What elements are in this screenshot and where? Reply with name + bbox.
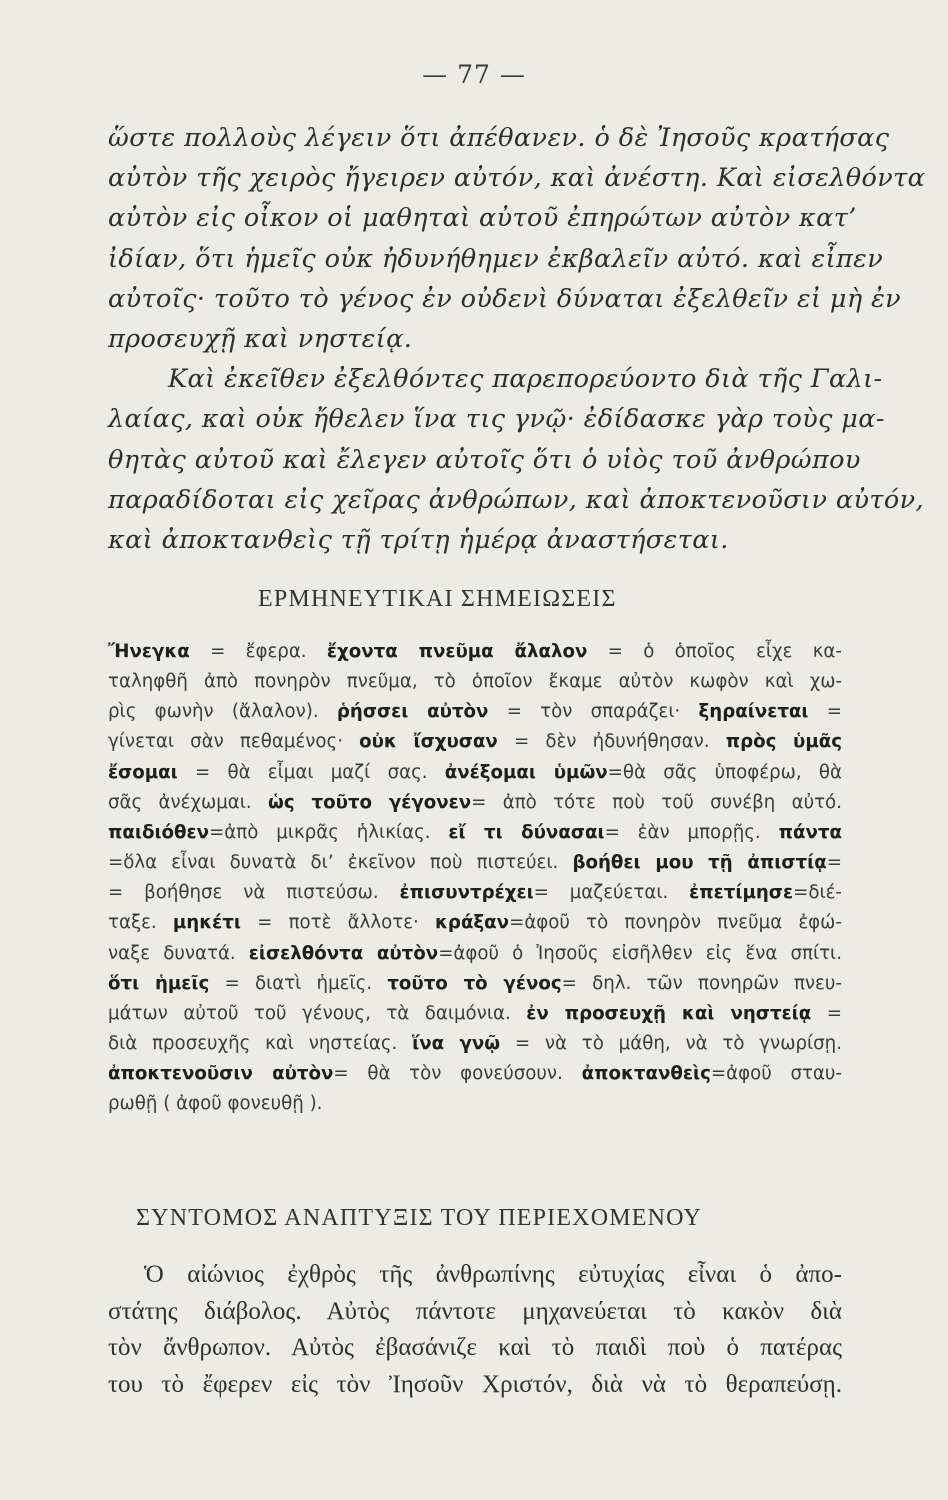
note-gloss: =ὅλα εἶναι δυνατὰ δι’ ἐκεῖνον ποὺ πιστεύει. — [108, 852, 559, 874]
note-term: ὅτι ἡμεῖς — [108, 972, 210, 994]
notes-line — [108, 788, 842, 818]
text-line: Καὶ ἐκεῖθεν ἐξελθόντες παρεπορεύοντο διὰ τῆς Γαλι- — [168, 364, 883, 395]
note-gloss: = — [826, 701, 842, 723]
text-line: θητὰς αὐτοῦ καὶ ἔλεγεν αὐτοῖς ὅτι ὁ υἱὸς τοῦ ἀνθρώπου — [108, 444, 861, 475]
note-gloss: = διατὶ ἡμεῖς. — [224, 972, 373, 994]
notes-line — [108, 727, 842, 757]
note-term: κράξαν — [435, 912, 510, 934]
note-gloss: ρὶς φωνὴν (ἄλαλον). — [108, 701, 319, 723]
note-gloss: = — [826, 852, 842, 874]
note-term: τοῦτο τὸ γένος — [387, 972, 562, 994]
explanatory-notes — [108, 637, 842, 1120]
note-gloss: =διέ- — [793, 882, 842, 904]
note-term: οὐκ ἴσχυσαν — [359, 731, 498, 753]
note-gloss: ταξε. — [108, 912, 157, 934]
note-gloss: = ἐὰν μπορῇς. — [604, 821, 761, 843]
notes-line: ταληφθῆ ἀπὸ πονηρὸν πνεῦμα, τὸ ὁποῖον ἔκαμε αὐτὸν κωφὸν καὶ χω- — [108, 671, 842, 693]
summary-heading: ΣΥΝΤΟΜΟΣ ΑΝΑΠΤΥΞΙΣ ΤΟΥ ΠΕΡΙΕΧΟΜΕΝΟΥ — [136, 1205, 703, 1231]
note-term: ῥήσσει αὐτὸν — [336, 701, 489, 723]
note-gloss: = ἔφερα. — [210, 641, 307, 662]
note-term: μηκέτι — [172, 912, 241, 934]
note-gloss: = δηλ. τῶν πονηρῶν πνευ- — [561, 972, 842, 994]
note-term: ἀνέξομαι ὑμῶν — [444, 761, 608, 783]
note-term: ἀποκτενοῦσιν αὐτὸν — [108, 1063, 334, 1085]
note-term: ἐπετίμησε — [689, 882, 794, 904]
text-line: καὶ ἀποκτανθεὶς τῇ τρίτῃ ἡμέρᾳ ἀναστήσεται. — [108, 525, 729, 556]
note-gloss: = ποτὲ ἄλλοτε· — [257, 912, 419, 934]
note-term: ὡς τοῦτο γέγονεν — [268, 791, 472, 813]
text-line: αὐτὸν τῆς χειρὸς ἤγειρεν αὐτόν, καὶ ἀνέστη. Καὶ εἰσελθόντα — [108, 163, 926, 194]
text-line: παραδίδοται εἰς χεῖρας ἀνθρώπων, καὶ ἀποκτενοῦσιν αὐτόν, — [108, 484, 925, 515]
note-gloss: = βοήθησε νὰ πιστεύσω. — [108, 882, 379, 904]
text-line: αὐτὸν εἰς οἶκον οἱ μαθηταὶ αὐτοῦ ἐπηρώτων αὐτὸν κατ’ — [108, 203, 857, 234]
note-term: ἔχοντα πνεῦμα ἄλαλον — [326, 641, 588, 662]
note-gloss: = θὰ τὸν φονεύσουν. — [333, 1063, 563, 1085]
note-gloss: γίνεται σὰν πεθαμένος· — [108, 731, 343, 753]
note-gloss: = δὲν ἠδυνήθησαν. — [513, 731, 710, 753]
text-line: Ὁ αἰώνιος ἐχθρὸς τῆς ἀνθρωπίνης εὐτυχίας εἶναι ὁ ἀπο- — [144, 1261, 842, 1288]
note-gloss: =ἀφοῦ ὁ Ἰησοῦς εἰσῆλθεν εἰς ἕνα σπίτι. — [438, 942, 842, 964]
note-term: ξηραίνεται — [698, 701, 809, 723]
notes-line — [108, 758, 842, 788]
note-gloss: =θὰ σᾶς ὑποφέρω, θὰ — [607, 761, 842, 783]
note-term: πρὸς ὑμᾶς — [725, 731, 843, 753]
note-term: ἐν προσευχῇ καὶ νηστείᾳ — [526, 1002, 812, 1024]
note-gloss: σᾶς ἀνέχωμαι. — [108, 791, 252, 813]
notes-line — [108, 697, 842, 727]
notes-line — [108, 908, 842, 938]
note-gloss: = μαζεύεται. — [533, 882, 669, 904]
notes-line — [108, 969, 842, 999]
note-gloss: =ἀπὸ μικρᾶς ἡλικίας. — [209, 821, 431, 843]
note-gloss: ναξε δυνατά. — [108, 942, 236, 964]
note-term: παιδιόθεν — [108, 821, 210, 843]
notes-line — [108, 878, 842, 908]
text-line: λαίας, καὶ οὐκ ἤθελεν ἵνα τις γνῷ· ἐδίδασκε γὰρ τοὺς μα- — [108, 404, 885, 435]
text-line: προσευχῇ καὶ νηστείᾳ. — [108, 324, 413, 355]
notes-line — [108, 1029, 842, 1059]
note-term: ἔσομαι — [108, 761, 178, 783]
note-gloss: = — [826, 1002, 842, 1024]
notes-line: ρωθῇ ( ἀφοῦ φονευθῇ ). — [108, 1093, 323, 1115]
notes-line — [108, 999, 842, 1029]
notes-heading: ΕΡΜΗΝΕΥΤΙΚΑΙ ΣΗΜΕΙΩΣΕΙΣ — [258, 586, 617, 612]
note-term: ἵνα γνῷ — [412, 1033, 501, 1055]
note-gloss: = νὰ τὸ μάθη, νὰ τὸ γνωρίσῃ. — [514, 1033, 842, 1055]
notes-line — [108, 637, 842, 667]
notes-line — [108, 848, 842, 878]
note-gloss: = ἀπὸ τότε ποὺ τοῦ συνέβη αὐτό. — [471, 791, 842, 813]
text-line: στάτης διάβολος. Αὐτὸς πάντοτε μηχανεύεται τὸ κακὸν διὰ — [108, 1297, 842, 1325]
note-term: Ἤνεγκα — [108, 641, 190, 662]
note-gloss: =ἀφοῦ τὸ πονηρὸν πνεῦμα ἐφώ- — [509, 912, 842, 934]
note-gloss: = τὸν σπαράζει· — [506, 701, 681, 723]
note-term: βοήθει μου τῇ ἀπιστίᾳ — [572, 852, 827, 874]
summary-text — [108, 1257, 842, 1403]
note-gloss: =ἀφοῦ σταυ- — [710, 1063, 842, 1085]
text-line: αὐτοῖς· τοῦτο τὸ γένος ἐν οὐδενὶ δύναται ἐξελθεῖν εἰ μὴ ἐν — [108, 283, 902, 314]
page-number: — 77 — — [422, 60, 526, 89]
note-term: εἰσελθόντα αὐτὸν — [248, 942, 439, 964]
text-line: του τὸ ἔφερεν εἰς τὸν Ἰησοῦν Χριστόν, διὰ νὰ τὸ θεραπεύσῃ. — [108, 1370, 842, 1398]
note-gloss: = ὁ ὁποῖος εἶχε κα- — [607, 641, 842, 662]
text-line: τὸν ἄνθρωπον. Αὐτὸς ἐβασάνιζε καὶ τὸ παιδὶ ποὺ ὁ πατέρας — [108, 1334, 842, 1361]
note-term: πάντα — [778, 821, 842, 843]
text-line: ἰδίαν, ὅτι ἡμεῖς οὐκ ἠδυνήθημεν ἐκβαλεῖν αὐτό. καὶ εἶπεν — [108, 243, 884, 274]
note-term: ἐπισυντρέχει — [399, 882, 534, 904]
notes-line — [108, 939, 842, 969]
note-gloss: διὰ προσευχῆς καὶ νηστείας. — [108, 1033, 398, 1055]
note-gloss: = θὰ εἶμαι μαζί σας. — [194, 761, 428, 783]
notes-line — [108, 1059, 842, 1089]
note-term: ἀποκτανθεὶς — [581, 1063, 711, 1085]
note-term: εἴ τι δύνασαι — [448, 821, 605, 843]
note-gloss: μάτων αὐτοῦ τοῦ γένους, τὰ δαιμόνια. — [108, 1002, 511, 1024]
narrative-text — [108, 118, 926, 560]
notes-line — [108, 818, 842, 848]
text-line: ὥστε πολλοὺς λέγειν ὅτι ἀπέθανεν. ὁ δὲ Ἰησοῦς κρατήσας — [108, 123, 890, 153]
